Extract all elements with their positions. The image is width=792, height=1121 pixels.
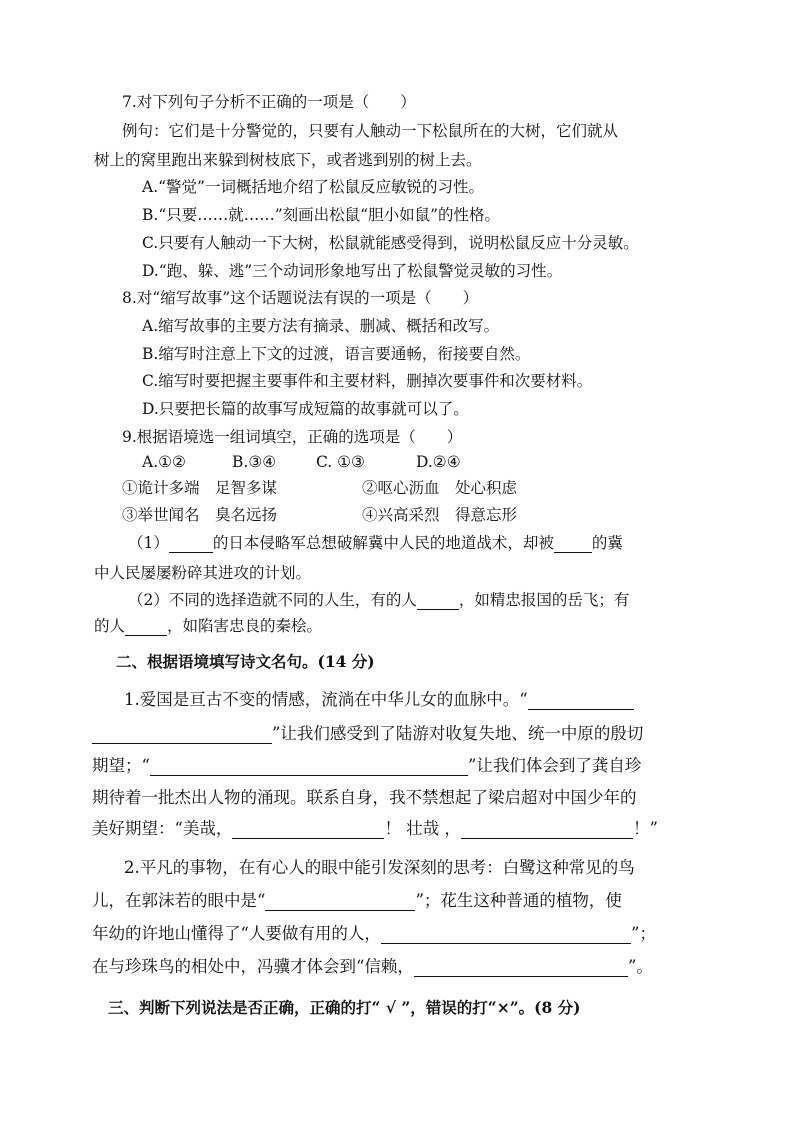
fill-blank[interactable] [232,821,384,839]
fill-blank[interactable] [92,726,272,744]
q9-option-c: C. ①③ [316,453,365,471]
q9-option-a: A.①② [142,453,186,471]
s2-q1-line1: 1.爱国是亘古不变的情感，流淌在中华儿女的血脉中。“ [124,690,634,710]
q9-sentence-1-cont: 中人民屡屡粉碎其进攻的计划。 [94,564,312,582]
q9-sentence-2: （2）不同的选择造就不同的人生，有的人 ，如精忠报国的岳飞；有 [128,591,630,609]
s2-q2-line1: 2.平凡的事物，在有心人的眼中能引发深刻的思考：白鹭这种常见的鸟 [124,858,635,877]
q9-option-d: D.②④ [416,453,461,471]
q8-stem: 8.对“缩写故事”这个话题说法有误的一项是（ ） [122,289,479,307]
q8-option-a: A.缩写故事的主要方法有摘录、删减、概括和改写。 [142,317,500,335]
q8-option-b: B.缩写时注意上下文的过渡，语言要通畅，衔接要自然。 [142,345,531,363]
s2-q1-line5: 美好期望：“美哉， ！ 壮哉 ， ！” [92,819,658,838]
fill-blank[interactable] [125,618,167,636]
s2-q2-line3: 年幼的许地山懂得了“人要做有用的人， ”； [92,924,656,943]
fill-blank[interactable] [554,535,592,553]
q9-words-2: ②呕心沥血 处心积虑 [362,479,518,497]
q9-words-3: ③举世闻名 臭名远扬 [122,506,278,524]
q9-sentence-2-cont: 的人 ，如陷害忠良的秦桧。 [94,617,323,635]
s2-q2-line4: 在与珍珠鸟的相处中，冯骥才体会到“信赖， ”。 [92,957,653,976]
q7-example-line2: 树上的窝里跑出来躲到树枝底下，或者逃到别的树上去。 [94,151,482,169]
fill-blank[interactable] [528,692,634,710]
q7-option-c: C.只要有人触动一下大树，松鼠就能感受得到，说明松鼠反应十分灵敏。 [142,234,639,252]
q9-words-4: ④兴高采烈 得意忘形 [362,506,518,524]
fill-blank[interactable] [169,535,213,553]
s2-q1-line2: ”让我们感受到了陆游对收复失地、统一中原的殷切 [92,724,643,744]
section2-heading: 二、根据语境填写诗文名句。(14 分) [116,652,375,671]
q9-words-1: ①诡计多端 足智多谋 [122,479,278,497]
s2-q2-line2: 儿，在郭沫若的眼中是“ ”；花生这种普通的植物，使 [92,891,622,910]
fill-blank[interactable] [265,893,415,911]
s2-q1-line3: 期望；“ ”让我们体会到了龚自珍 [92,756,642,775]
section3-heading: 三、判断下列说法是否正确，正确的打“ √ ”，错误的打“×”。(8 分) [108,998,581,1017]
fill-blank[interactable] [461,821,633,839]
q8-option-d: D.只要把长篇的故事写成短篇的故事就可以了。 [142,400,469,418]
q7-example-line1: 例句：它们是十分警觉的，只要有人触动一下松鼠所在的大树，它们就从 [122,122,619,140]
q9-sentence-1: （1） 的日本侵略军总想破解冀中人民的地道战术，却被 的冀 [128,534,623,552]
q8-option-c: C.缩写时要把握主要事件和主要材料，删掉次要事件和次要材料。 [142,372,593,390]
q7-option-d: D.“跑、躲、逃”三个动词形象地写出了松鼠警觉灵敏的习性。 [142,262,563,280]
s2-q1-line4: 期待着一批杰出人物的涌现。联系自身，我不禁想起了梁启超对中国少年的 [92,788,637,807]
q9-option-b: B.③④ [232,453,277,471]
fill-blank[interactable] [414,959,628,977]
fill-blank[interactable] [150,758,468,776]
q7-stem: 7.对下列句子分析不正确的一项是（ ） [122,93,416,111]
q7-option-b: B.“只要……就……”刻画出松鼠“胆小如鼠”的性格。 [142,206,501,224]
fill-blank[interactable] [417,592,459,610]
fill-blank[interactable] [381,926,631,944]
q7-option-a: A.“警觉”一词概括地介绍了松鼠反应敏锐的习性。 [142,178,484,196]
q9-stem: 9.根据语境选一组词填空，正确的选项是（ ） [122,428,463,446]
